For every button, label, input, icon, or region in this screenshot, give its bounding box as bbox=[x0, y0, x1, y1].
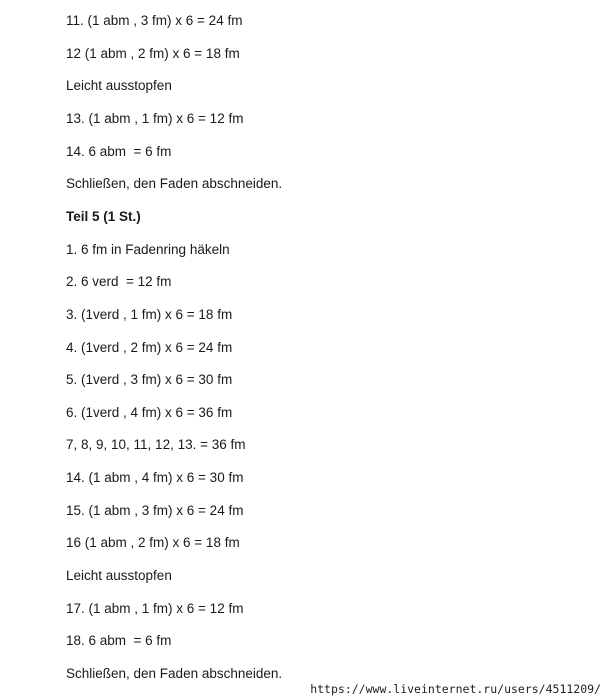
instruction-line: 13. (1 abm , 1 fm) x 6 = 12 fm bbox=[66, 110, 244, 126]
instruction-line: Schließen, den Faden abschneiden. bbox=[66, 666, 283, 681]
instruction-line: 17. (1 abm , 1 fm) x 6 = 12 fm bbox=[66, 600, 244, 616]
instruction-line: 2. 6 verd = 12 fm bbox=[66, 274, 172, 290]
instruction-line: 1. 6 fm in Fadenring häkeln bbox=[66, 241, 230, 257]
section-heading: Teil 5 (1 St.) bbox=[66, 208, 141, 224]
instruction-line: 3. (1verd , 1 fm) x 6 = 18 fm bbox=[66, 306, 233, 322]
source-watermark: https://www.liveinternet.ru/users/4511209/ bbox=[310, 682, 601, 696]
instruction-line: 15. (1 abm , 3 fm) x 6 = 24 fm bbox=[66, 502, 244, 518]
instruction-line: Leicht ausstopfen bbox=[66, 568, 172, 583]
instruction-line: Schließen, den Faden abschneiden. bbox=[66, 176, 283, 192]
instruction-line: 14. 6 abm = 6 fm bbox=[66, 143, 172, 159]
instruction-line: 5. (1verd , 3 fm) x 6 = 30 fm bbox=[66, 372, 233, 388]
instruction-line: 12 (1 abm , 2 fm) x 6 = 18 fm bbox=[66, 45, 240, 61]
instruction-line: 16 (1 abm , 2 fm) x 6 = 18 fm bbox=[66, 535, 240, 551]
instruction-line: 6. (1verd , 4 fm) x 6 = 36 fm bbox=[66, 404, 233, 420]
instruction-line: Leicht ausstopfen bbox=[66, 78, 172, 94]
instruction-line: 14. (1 abm , 4 fm) x 6 = 30 fm bbox=[66, 470, 244, 486]
instruction-line: 4. (1verd , 2 fm) x 6 = 24 fm bbox=[66, 339, 233, 355]
instruction-line: 11. (1 abm , 3 fm) x 6 = 24 fm bbox=[66, 13, 243, 28]
instruction-line: 18. 6 abm = 6 fm bbox=[66, 633, 172, 649]
instruction-line: 7, 8, 9, 10, 11, 12, 13. = 36 fm bbox=[66, 437, 246, 453]
